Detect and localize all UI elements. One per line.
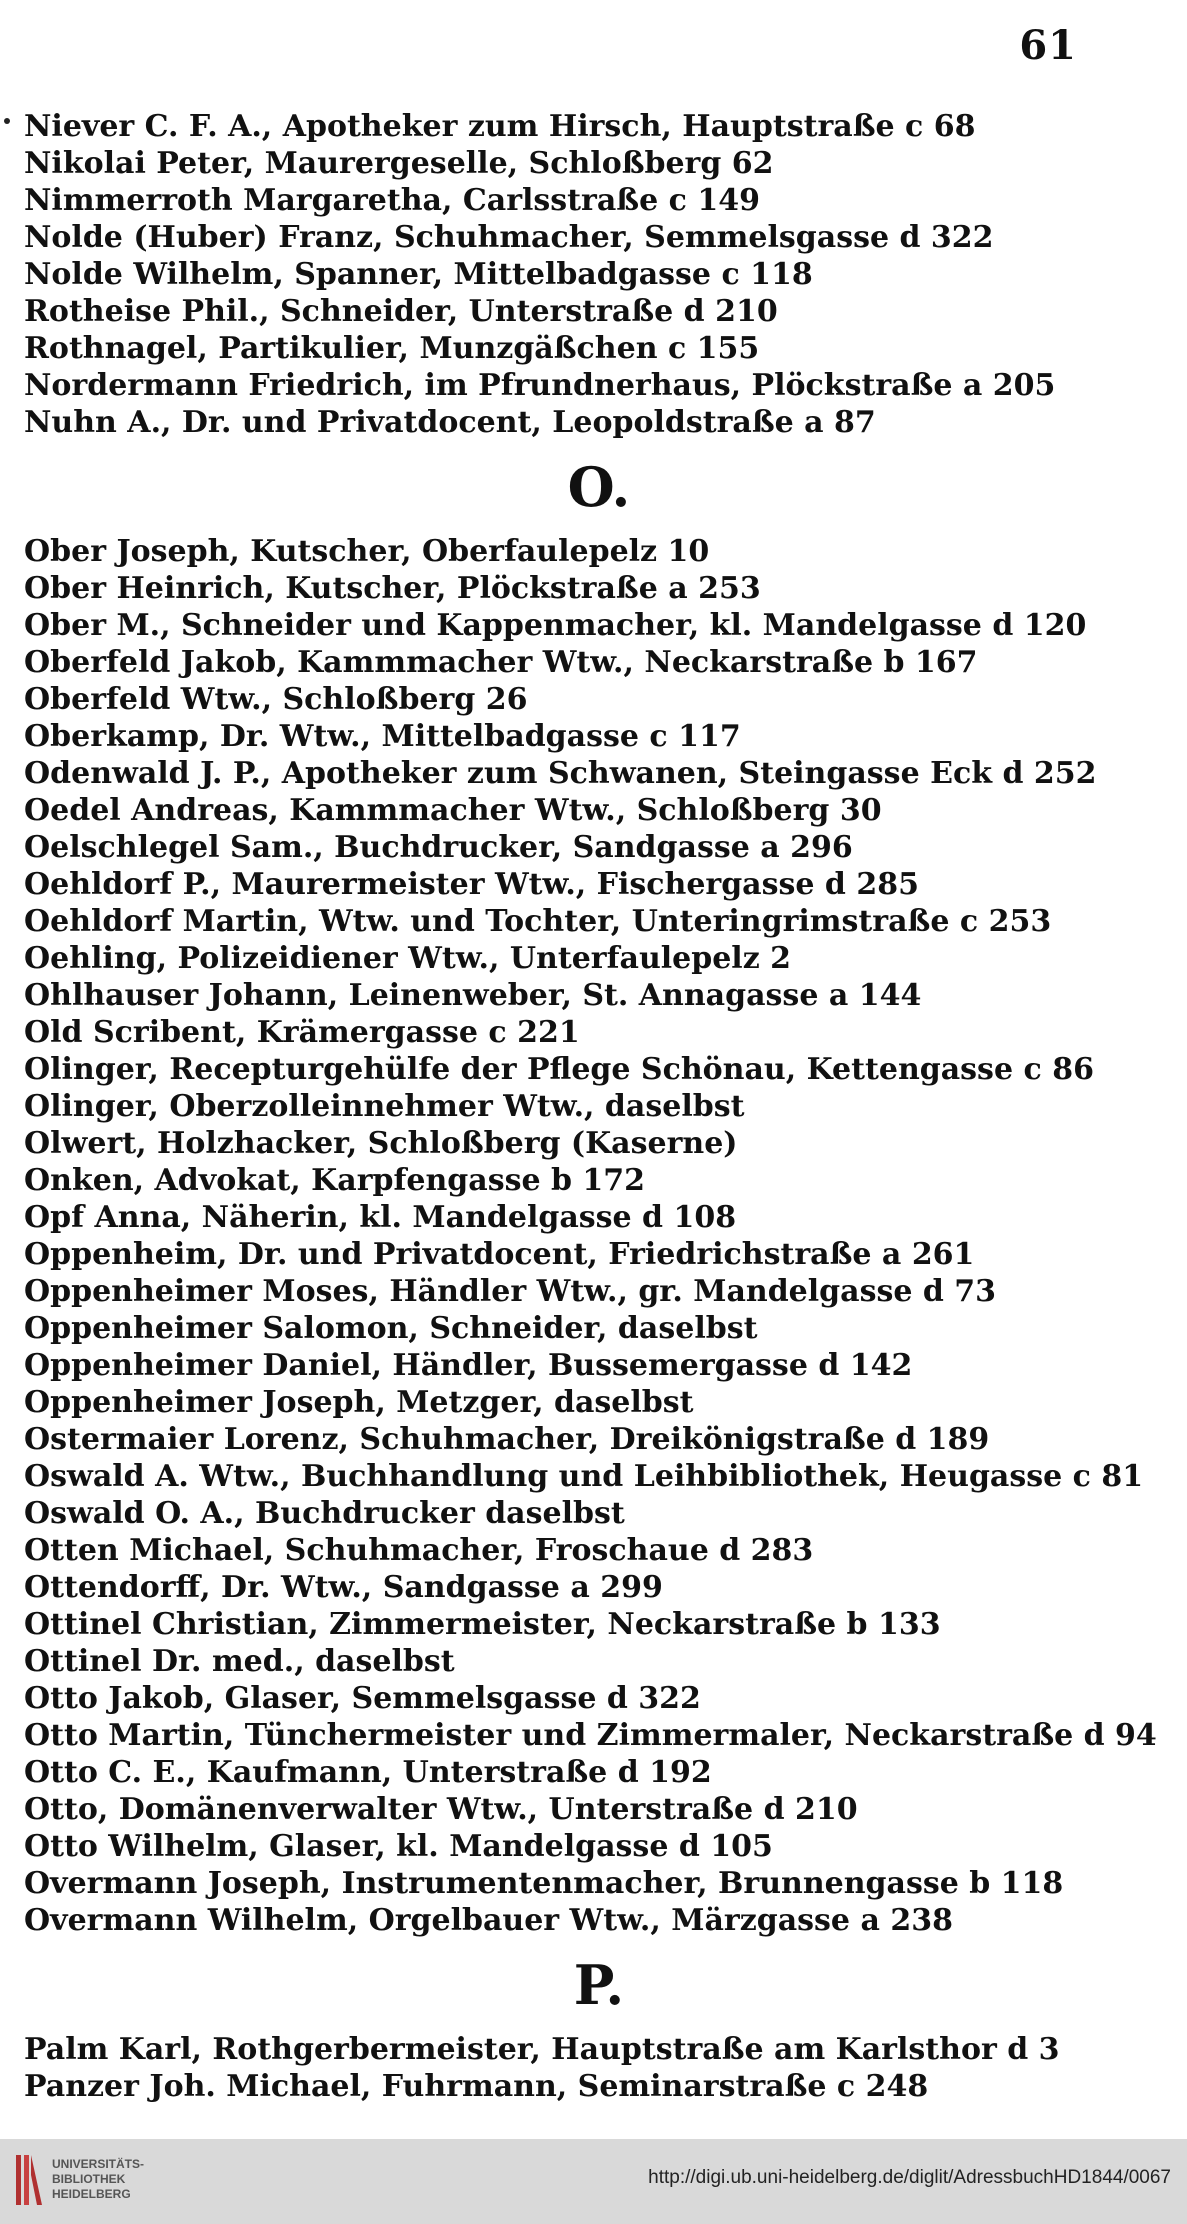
library-name [52,2157,144,2202]
directory-entry: Nolde (Huber) Franz, Schuhmacher, Semmelsgasse d 322 [24,220,994,255]
directory-entry: Ober Joseph, Kutscher, Oberfaulepelz 10 [24,534,710,569]
directory-entry: Oberfeld Jakob, Kammmacher Wtw., Neckarstraße b 167 [24,645,978,680]
directory-entry: Niever C. F. A., Apotheker zum Hirsch, Hauptstraße c 68 [24,109,976,144]
directory-entry: Nimmerroth Margaretha, Carlsstraße c 149 [24,183,760,218]
directory-entry: Panzer Joh. Michael, Fuhrmann, Seminarstraße c 248 [24,2069,929,2104]
directory-entry: Opf Anna, Näherin, kl. Mandelgasse d 108 [24,1200,737,1235]
directory-entry: Oedel Andreas, Kammmacher Wtw., Schloßberg 30 [24,793,882,828]
section-heading: O. [567,455,631,519]
directory-entry: Nolde Wilhelm, Spanner, Mittelbadgasse c 118 [24,257,813,292]
directory-entry: Oberkamp, Dr. Wtw., Mittelbadgasse c 117 [24,719,741,754]
library-name-line: HEIDELBERG [52,2187,131,2201]
directory-entry: Otto C. E., Kaufmann, Unterstraße d 192 [24,1755,712,1790]
directory-entry: Nordermann Friedrich, im Pfrundnerhaus, Plöckstraße a 205 [24,368,1056,403]
directory-entry: Overmann Wilhelm, Orgelbauer Wtw., Märzgasse a 238 [24,1903,953,1938]
directory-entry: Otto, Domänenverwalter Wtw., Unterstraße d 210 [24,1792,858,1827]
directory-entry: Otten Michael, Schuhmacher, Froschaue d 283 [24,1533,814,1568]
directory-entry: Oehling, Polizeidiener Wtw., Unterfaulepelz 2 [24,941,792,976]
directory-entry: Oelschlegel Sam., Buchdrucker, Sandgasse a 296 [24,830,853,865]
directory-entry: Ottendorff, Dr. Wtw., Sandgasse a 299 [24,1570,663,1605]
directory-entry: Olinger, Recepturgehülfe der Pflege Schönau, Kettengasse c 86 [24,1052,1094,1087]
directory-entry: Ottinel Christian, Zimmermeister, Neckarstraße b 133 [24,1607,941,1642]
library-name-line: UNIVERSITÄTS- [52,2157,145,2171]
directory-entry: Olwert, Holzhacker, Schloßberg (Kaserne) [24,1126,738,1161]
directory-entry: Oehldorf Martin, Wtw. und Tochter, Unteringrimstraße c 253 [24,904,1052,939]
page-number: 61 [1019,22,1077,69]
directory-entry: Ober M., Schneider und Kappenmacher, kl. Mandelgasse d 120 [24,608,1087,643]
print-speck [4,118,10,124]
directory-entry: Oswald A. Wtw., Buchhandlung und Leihbibliothek, Heugasse c 81 [24,1459,1144,1494]
directory-entry: Onken, Advokat, Karpfengasse b 172 [24,1163,646,1198]
directory-entry: Rotheise Phil., Schneider, Unterstraße d 210 [24,294,778,329]
library-name-line: BIBLIOTHEK [52,2172,126,2186]
directory-entry: Ottinel Dr. med., daselbst [24,1644,455,1679]
directory-entry: Nuhn A., Dr. und Privatdocent, Leopoldstraße a 87 [24,405,876,440]
directory-entry: Otto Martin, Tünchermeister und Zimmermaler, Neckarstraße d 94 [24,1718,1157,1753]
directory-entry: Oppenheimer Daniel, Händler, Bussemergasse d 142 [24,1348,913,1383]
directory-entry: Oppenheimer Moses, Händler Wtw., gr. Mandelgasse d 73 [24,1274,997,1309]
directory-entry: Ohlhauser Johann, Leinenweber, St. Annagasse a 144 [24,978,922,1013]
directory-entry: Odenwald J. P., Apotheker zum Schwanen, Steingasse Eck d 252 [24,756,1097,791]
directory-entry: Old Scribent, Krämergasse c 221 [24,1015,580,1050]
directory-entry: Ober Heinrich, Kutscher, Plöckstraße a 253 [24,571,761,606]
directory-entry: Oppenheimer Joseph, Metzger, daselbst [24,1385,694,1420]
directory-entry: Oehldorf P., Maurermeister Wtw., Fischergasse d 285 [24,867,919,902]
directory-entry: Rothnagel, Partikulier, Munzgäßchen c 155 [24,331,760,366]
directory-entry: Olinger, Oberzolleinnehmer Wtw., daselbst [24,1089,745,1124]
directory-entry: Otto Wilhelm, Glaser, kl. Mandelgasse d 105 [24,1829,773,1864]
directory-entry: Palm Karl, Rothgerbermeister, Hauptstraße am Karlsthor d 3 [24,2032,1060,2067]
university-library-logo-icon [14,2151,44,2209]
directory-entry: Oppenheimer Salomon, Schneider, daselbst [24,1311,758,1346]
directory-entry: Oppenheim, Dr. und Privatdocent, Friedrichstraße a 261 [24,1237,975,1272]
directory-entry: Oswald O. A., Buchdrucker daselbst [24,1496,625,1531]
directory-entry: Nikolai Peter, Maurergeselle, Schloßberg 62 [24,146,774,181]
directory-entry: Otto Jakob, Glaser, Semmelsgasse d 322 [24,1681,701,1716]
viewer-footer [0,2139,1187,2224]
section-heading: P. [573,1953,625,2017]
address-list [24,108,1157,2105]
permalink-url[interactable]: http://digi.ub.uni-heidelberg.de/diglit/AdressbuchHD1844/0067 [648,2167,1171,2188]
directory-entry: Oberfeld Wtw., Schloßberg 26 [24,682,528,717]
directory-entry: Ostermaier Lorenz, Schuhmacher, Dreikönigstraße d 189 [24,1422,990,1457]
directory-entry: Overmann Joseph, Instrumentenmacher, Brunnengasse b 118 [24,1866,1064,1901]
